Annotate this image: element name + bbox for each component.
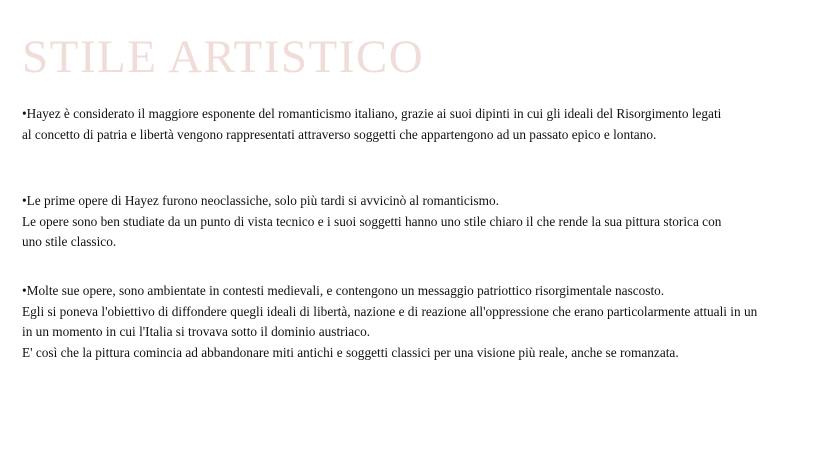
paragraph-early-works <box>22 191 822 253</box>
paragraph-line: •Le prime opere di Hayez furono neoclassiche, solo più tardi si avvicinò al romanticismo. <box>22 193 499 208</box>
paragraph-line: uno stile classico. <box>22 234 117 249</box>
paragraph-line: in un momento in cui l'Italia si trovava sotto il dominio austriaco. <box>22 324 371 339</box>
paragraph-line: •Molte sue opere, sono ambientate in contesti medievali, e contengono un messaggio patriottico risorgimentale nascosto. <box>22 283 665 298</box>
slide-title: STILE ARTISTICO <box>22 31 425 83</box>
paragraph-line: al concetto di patria e libertà vengono rappresentati attraverso soggetti che appartengono ad un passato epico e lontano. <box>22 126 657 142</box>
paragraph-line: •Hayez è considerato il maggiore esponente del romanticismo italiano, grazie ai suoi dipinti in cui gli ideali del Risorgimento legati <box>22 106 722 121</box>
paragraph-line: E' così che la pittura comincia ad abbandonare miti antichi e soggetti classici per una visione più reale, anche se romanzata. <box>22 344 679 360</box>
paragraph-medieval-settings <box>22 281 822 363</box>
paragraph-line: Egli si poneva l'obiettivo di diffondere quegli ideali di libertà, nazione e di reazione all'oppressione che erano particolarmente attuali in un <box>22 303 758 319</box>
paragraph-romanticism <box>22 104 822 145</box>
paragraph-line: Le opere sono ben studiate da un punto di vista tecnico e i suoi soggetti hanno uno stile chiaro il che rende la sua pittura storica con <box>22 213 722 229</box>
